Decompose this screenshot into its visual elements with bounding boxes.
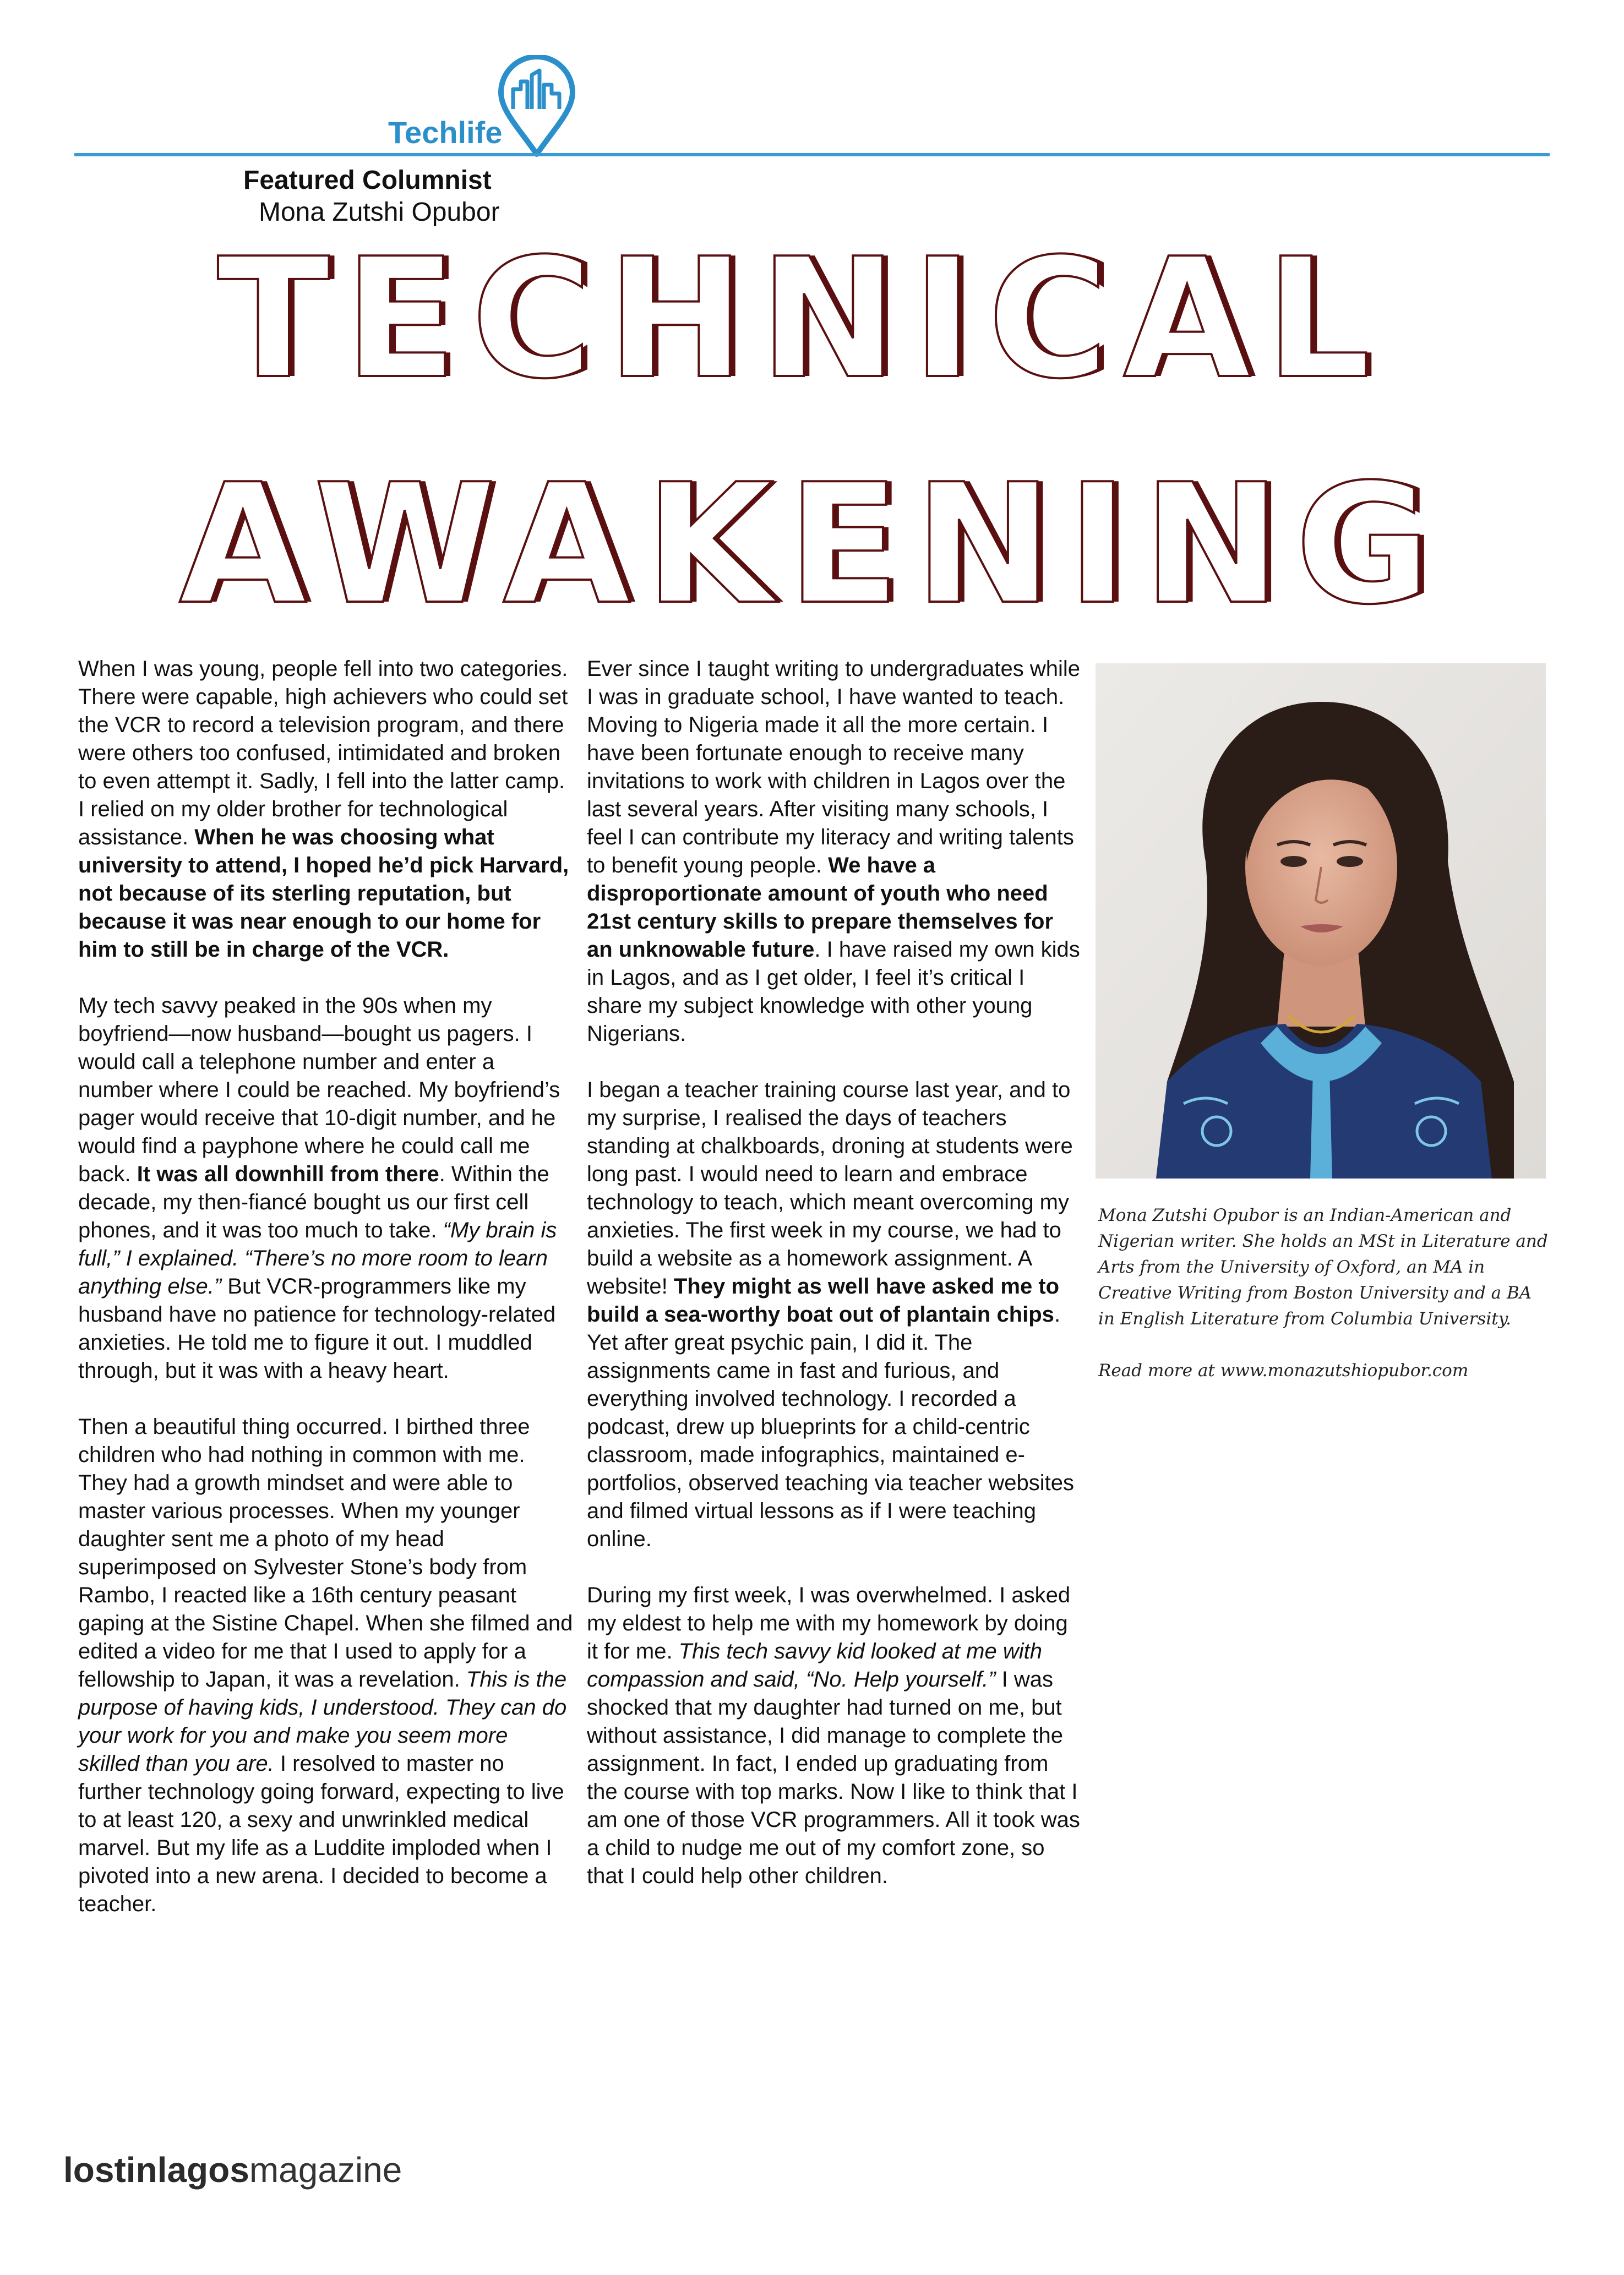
- body-text: I began a teacher training course last year, and to my surprise, I realised the days of teachers standing at chalkboards, droning at students were long past. I would need to learn and embrace technology to teach, which meant overcoming my anxieties. The first week in my course, we had to build a website as a homework assignment. A website!: [587, 1078, 1073, 1299]
- article-column-1: [78, 655, 574, 1946]
- bold-text: We have a disproportionate amount of youth who need 21st century skills to prepare themselves for an unknowable future: [587, 853, 1054, 962]
- body-text: My tech savvy peaked in the 90s when my boyfriend—now husband—bought us pagers. I would call a telephone number and enter a number where I could be reached. My boyfriend’s pager would receive that 10-digit number, and he would find a payphone where he could call me back.: [78, 994, 560, 1186]
- body-text: I resolved to master no further technology going forward, expecting to live to at least 120, a sexy and unwrinkled medical marvel. But my life as a Luddite imploded when I pivoted into a new arena. I decided to become a teacher.: [78, 1752, 564, 1916]
- paragraph: [78, 655, 574, 964]
- bold-text: When he was choosing what university to attend, I hoped he’d pick Harvard, not because of its sterling reputation, but because it was near enough to our home for him to still be in charge of the VCR.: [78, 825, 569, 962]
- body-text: During my first week, I was overwhelmed. I asked my eldest to help me with my homework by doing it for me.: [587, 1583, 1071, 1663]
- paragraph: [587, 1581, 1082, 1890]
- body-text: Ever since I taught writing to undergraduates while I was in graduate school, I have wanted to teach. Moving to Nigeria made it all the more certain. I have been fortunate enough to receive many invitations to work with children in Lagos over the last several years. After visiting many schools, I feel I can contribute my literacy and writing talents to benefit young people.: [587, 657, 1081, 877]
- italic-text: This is the purpose of having kids, I understood. They can do your work for you and make you seem more skilled than you are.: [78, 1667, 567, 1776]
- brand-light: magazine: [249, 2150, 402, 2190]
- body-text: Then a beautiful thing occurred. I birthed three children who had nothing in common with me. They had a growth mindset and were able to master various processes. When my younger daughter sent me a photo of my head superimposed on Sylvester Stone’s body from Rambo, I reacted like a 16th century peasant gaping at the Sistine Chapel. When she filmed and edited a video for me that I used to apply for a fellowship to Japan, it was a revelation.: [78, 1415, 573, 1692]
- bold-text: They might as well have asked me to build a sea-worthy boat out of plantain chips: [587, 1274, 1060, 1327]
- author-bio-caption: [1098, 1203, 1550, 1410]
- author-bio: Mona Zutshi Opubor is an Indian-American and Nigerian writer. She holds an MSt in Literature and Arts from the University of Oxford, an MA in Creative Writing from Boston University and a BA in English Literature from Columbia University.: [1098, 1205, 1548, 1329]
- body-text: . Yet after great psychic pain, I did it. The assignments came in fast and furious, and everything involved technology. I recorded a podcast, drew up blueprints for a child-centric classroom, made infographics, maintained e-portfolios, observed teaching via teacher websites and filmed virtual lessons as if I were teaching online.: [587, 1302, 1074, 1551]
- body-text: . I have raised my own kids in Lagos, and as I get older, I feel it’s critical I share my subject knowledge with other young Nigerians.: [587, 937, 1080, 1046]
- body-text: When I was young, people fell into two categories. There were capable, high achievers who could set the VCR to record a television program, and there were others too confused, intimidated and broken to even attempt it. Sadly, I fell into the latter camp. I relied on my older brother for technological assistance.: [78, 657, 568, 849]
- body-text: I was shocked that my daughter had turned on me, but without assistance, I did manage to complete the assignment. In fact, I ended up graduating from the course with top marks. Now I like to think that I am one of those VCR programmers. All it took was a child to nudge me out of my comfort zone, so that I could help other children.: [587, 1667, 1080, 1888]
- paragraph: [587, 1076, 1082, 1553]
- header-rule: [74, 153, 1550, 156]
- portrait-illustration: [1096, 663, 1546, 1179]
- featured-columnist-label: Featured Columnist: [243, 166, 492, 195]
- author-photo: [1096, 663, 1546, 1179]
- article-title-line-1: TECHNICAL: [217, 223, 1385, 415]
- article-column-2: [587, 655, 1082, 1918]
- italic-quote: This tech savvy kid looked at me with compassion and said, “No. Help yourself.”: [587, 1639, 1042, 1692]
- columnist-name: Mona Zutshi Opubor: [259, 198, 500, 227]
- magazine-brand: [63, 2149, 402, 2190]
- italic-quote: “My brain is full,” I explained. “There’s no more room to learn anything else.”: [78, 1218, 557, 1299]
- read-more-link[interactable]: Read more at www.monazutshiopubor.com: [1098, 1361, 1469, 1381]
- body-text: But VCR-programmers like my husband have no patience for technology-related anxieties. He told me to figure it out. I muddled through, but it was with a heavy heart.: [78, 1274, 556, 1383]
- article-title-line-2: AWAKENING: [179, 449, 1445, 641]
- paragraph: [587, 655, 1082, 1048]
- location-pin-city-icon: [495, 55, 578, 160]
- paragraph: [78, 1413, 574, 1918]
- section-label[interactable]: Techlife: [388, 115, 503, 150]
- brand-bold: lostinlagos: [63, 2150, 249, 2190]
- bold-text: It was all downhill from there: [137, 1162, 439, 1186]
- paragraph: [78, 992, 574, 1385]
- body-text: . Within the decade, my then-fiancé bought us our first cell phones, and it was too much to take.: [78, 1162, 549, 1242]
